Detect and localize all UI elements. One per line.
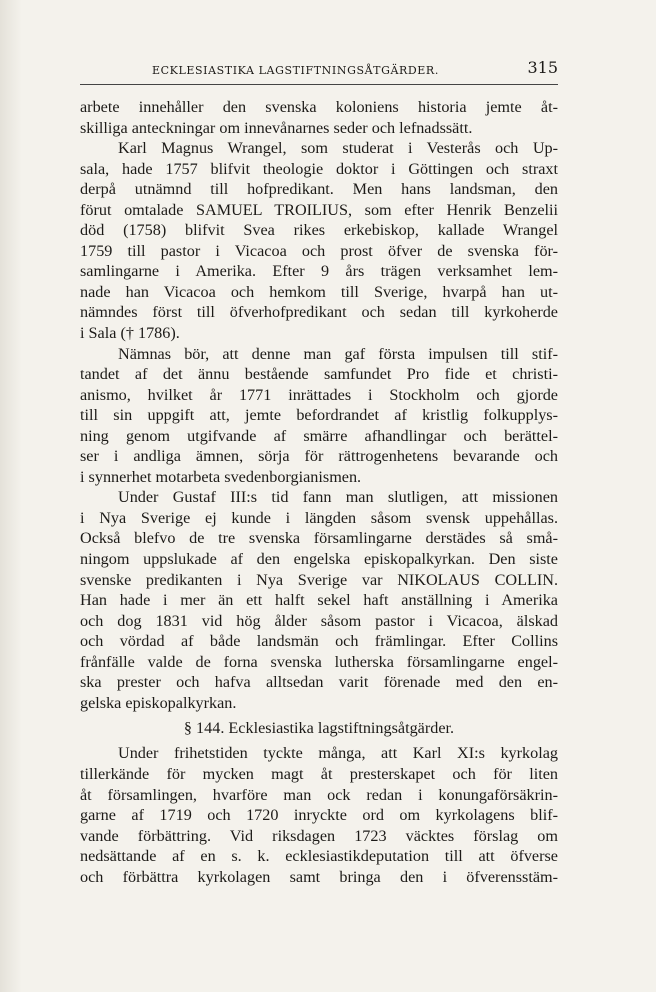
text-line: Nämnas bör, att denne man gaf första impulsen till stif- (118, 344, 558, 363)
text-line: ningom uppslukade af den engelska episkopalkyrkan. Den siste (80, 550, 558, 569)
text-line: anismo, hvilket år 1771 inrättades i Stockholm och gjorde (80, 385, 558, 404)
text-line: Under frihetstiden tyckte många, att Karl XI:s kyrkolag (118, 744, 558, 763)
text-line: Under Gustaf III:s tid fann man slutligen, att missionen (118, 488, 558, 507)
text-line: i synnerhet motarbeta svedenborgianismen. (80, 467, 362, 486)
text-line: nämndes först till öfverhofpredikant och sedan till kyrkoherde (80, 303, 558, 322)
text-line: sala, hade 1757 blifvit theologie doktor i Göttingen och straxt (80, 159, 558, 178)
text-line: åt församlingen, hvarföre man ock redan i konungaförsäkrin- (80, 785, 558, 804)
text-line: samlingarne i Amerika. Efter 9 års trägen verksamhet lem- (80, 262, 558, 281)
text-line: gelska episkopalkyrkan. (80, 693, 237, 712)
text-line: nedsättande af en s. k. ecklesiastikdeputation till att öfverse (80, 847, 558, 866)
text-line: nade han Vicacoa och hemkom till Sverige, hvarpå han ut- (80, 282, 558, 301)
text-line: Karl Magnus Wrangel, som studerat i Vesterås och Up- (118, 139, 558, 158)
body-text (80, 97, 558, 887)
text-line: skilliga anteckningar om innevånarnes seder och lefnadssätt. (80, 118, 473, 137)
text-line: till sin uppgift att, jemte befordrandet af kristlig folkupplys- (80, 406, 558, 425)
text-line: garne af 1719 och 1720 inryckte ord om kyrkolagens blif- (80, 806, 558, 825)
book-page (80, 58, 558, 887)
text-line: Också blefvo de tre svenska församlingarne derstädes så små- (80, 529, 558, 548)
text-line: derpå utnämnd till hofpredikant. Men hans landsman, den (80, 180, 558, 199)
text-line: och dog 1831 vid hög ålder såsom pastor i Vicacoa, älskad (80, 611, 558, 630)
page-edge-shadow (0, 0, 22, 992)
text-line: Han hade i mer än ett halft sekel haft anställning i Amerika (80, 591, 558, 610)
section-heading: § 144. Ecklesiastika lagstiftningsåtgärder. (183, 719, 455, 738)
running-title: ECKLESIASTIKA LAGSTIFTNINGSÅTGÄRDER. (152, 64, 439, 77)
text-line: ska prester och hafva alltsedan varit förenade med den en- (80, 673, 558, 692)
text-line: och förbättra kyrkolagen samt bringa den i öfverensstäm- (80, 867, 558, 886)
page-number: 315 (527, 58, 558, 77)
running-header (80, 58, 558, 85)
text-line: ser i andliga ämnen, sörja för rättrogenhetens bevarande och (80, 447, 558, 466)
text-line: frånfälle valde de forna svenska lutherska församlingarne engel- (80, 652, 558, 671)
text-line: vande förbättring. Vid riksdagen 1723 väcktes förslag om (80, 826, 558, 845)
text-line: ning genom utgifvande af smärre afhandlingar och berättel- (80, 426, 558, 445)
text-line: och vördad af både landsmän och främlingar. Efter Collins (80, 632, 558, 651)
text-line: tillerkände för mycken magt åt presterskapet och för liten (80, 764, 558, 783)
text-line: död (1758) blifvit Svea rikes erkebiskop, kallade Wrangel (80, 221, 558, 240)
text-line: förut omtalade SAMUEL TROILIUS, som efter Henrik Benzelii (80, 200, 558, 219)
text-line: i Sala († 1786). (80, 324, 180, 343)
text-line: arbete innehåller den svenska koloniens historia jemte åt- (80, 98, 558, 116)
text-line: 1759 till pastor i Vicacoa och prost öfver de svenska för- (80, 241, 558, 260)
text-line: i Nya Sverige ej kunde i längden såsom svensk uppehållas. (80, 508, 558, 527)
text-line: svenske predikanten i Nya Sverige var NIKOLAUS COLLIN. (80, 570, 558, 589)
text-line: tandet af det ännu bestående samfundet Pro fide et christi- (80, 365, 558, 384)
